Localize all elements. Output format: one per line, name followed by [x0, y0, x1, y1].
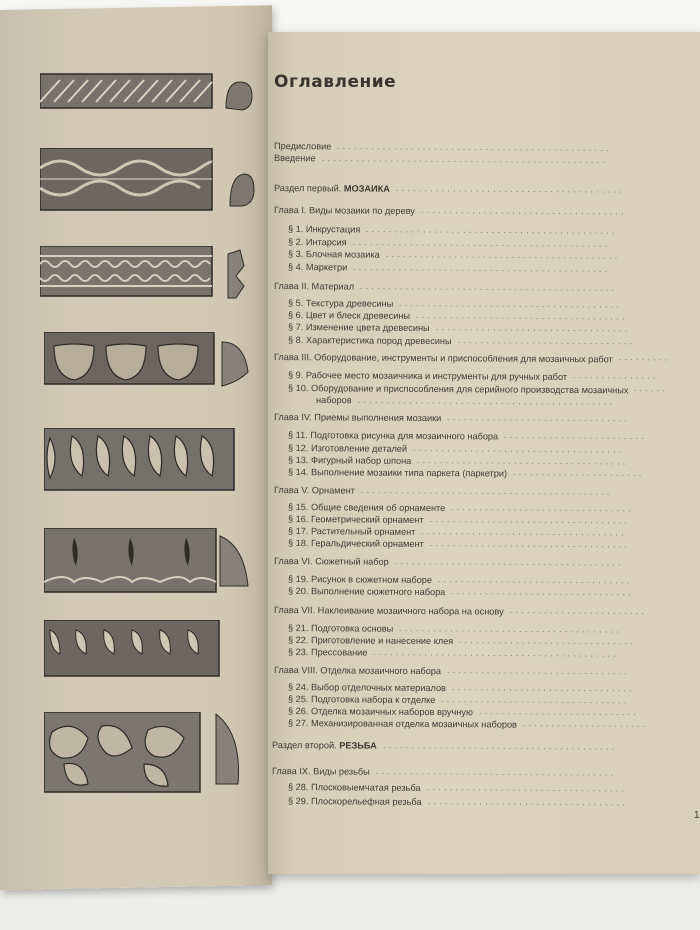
toc-entry — [274, 412, 441, 423]
toc-entry-label: Глава IX. Виды резьбы — [271, 766, 370, 777]
leader-dots: ..................................... — [415, 311, 628, 322]
toc-entry-label: Глава VII. Наклеивание мозаичного набора на основу — [273, 605, 504, 617]
toc-entry-label: § 11. Подготовка рисунка для мозаичного набора — [287, 430, 499, 442]
toc-entry — [288, 538, 424, 549]
toc-entry — [288, 647, 367, 658]
toc-entry — [288, 298, 393, 309]
toc-entry-label: § 4. Маркетри — [287, 262, 348, 273]
toc-entry-label: § 13. Фигурный набор шпона — [287, 455, 412, 466]
ornament-stripes-icon — [40, 246, 255, 308]
leader-dots: ........................ — [509, 606, 648, 616]
ornament-egg-dart-icon — [44, 332, 254, 392]
leader-dots: ................................ — [450, 587, 635, 598]
toc-entry-label: § 26. Отделка мозаичных наборов вручную — [287, 706, 473, 718]
section-prefix: Раздел второй. — [271, 740, 340, 751]
toc-entry-label: § 17. Растительный орнамент — [287, 526, 416, 537]
leader-dots: ............................................ — [360, 486, 613, 497]
leader-dots: .................................. — [435, 323, 631, 334]
toc-entry-label: Глава I. Виды мозаики по дереву — [273, 205, 415, 216]
leader-dots: ..................................... — [412, 444, 625, 455]
leader-dots: .................................... — [420, 527, 628, 538]
leader-dots: ................................................ — [336, 142, 612, 153]
leader-dots: ......................................... — [382, 741, 618, 752]
toc-entry — [288, 586, 445, 597]
toc-entry — [274, 183, 390, 194]
ornament-vine-icon — [44, 712, 254, 797]
leader-dots: ............................... — [457, 336, 636, 347]
toc-entry — [288, 322, 430, 333]
ornament-rope-icon — [40, 72, 255, 122]
leader-dots: ...................... — [522, 719, 649, 729]
page-marker: 1 — [694, 810, 700, 821]
toc-entry — [288, 706, 473, 717]
toc-entry-label: § 5. Текстура древесины — [287, 298, 394, 309]
leader-dots: ................................ — [451, 683, 636, 694]
leader-dots: .................................. — [437, 575, 633, 586]
leader-dots: ............................................ — [365, 225, 618, 236]
toc-entry-label: § 16. Геометрический орнамент — [287, 514, 424, 525]
toc-entry — [288, 782, 421, 793]
toc-entry — [274, 605, 504, 617]
toc-entry — [288, 718, 517, 730]
toc-entry — [272, 740, 377, 751]
toc-entry-label: § 21. Подготовка основы — [287, 623, 394, 634]
leader-dots: ................................... — [429, 539, 631, 550]
leader-dots: ................................ — [450, 503, 635, 514]
toc-entry-label: § 8. Характеристика пород древесины — [287, 335, 452, 347]
section-prefix: Раздел первый. — [273, 183, 344, 194]
toc-entry — [288, 467, 507, 479]
toc-entry — [288, 455, 411, 466]
leader-dots: ........................................ — [395, 184, 625, 195]
toc-entry-label: § 29. Плоскорельефная резьба — [287, 796, 422, 807]
toc-entry — [274, 485, 355, 496]
leader-dots: .......................................... — [375, 767, 617, 778]
toc-entry — [288, 526, 415, 537]
leader-dots: .................................................. — [321, 154, 609, 165]
toc-entry-label: Глава IV. Приемы выполнения мозаики — [273, 412, 442, 424]
toc-entry-label: РЕЗЬБА — [339, 740, 377, 751]
toc-entry-label: § 6. Цвет и блеск древесины — [287, 310, 411, 321]
toc-entry-label: Глава II. Материал — [273, 281, 355, 292]
leader-dots: ................................... — [426, 783, 628, 794]
leader-dots: ................................ — [446, 413, 631, 424]
leader-dots: ......... — [618, 353, 671, 363]
leader-dots: ......................................... — [385, 250, 621, 261]
toc-entry — [274, 665, 441, 676]
toc-entry — [288, 796, 422, 807]
toc-entry — [272, 766, 370, 777]
leader-dots: ............................................. — [359, 282, 618, 293]
toc-entry-label: § 9. Рабочее место мозаичника и инструменты для ручных работ — [287, 370, 568, 382]
toc-entry — [288, 335, 452, 346]
ornament-bellflower-icon — [44, 620, 254, 682]
toc-entry — [288, 635, 453, 646]
toc-entry-label: § 7. Изменение цвета древесины — [287, 322, 430, 333]
toc-entry — [288, 224, 360, 235]
toc-entry — [274, 153, 316, 163]
toc-entry — [274, 205, 415, 216]
leader-dots: ....................... — [512, 468, 645, 478]
leader-dots: ........................................ — [394, 557, 624, 568]
toc-entry-label: § 23. Прессование — [287, 647, 368, 658]
toc-entry — [274, 556, 389, 567]
toc-entry-label: Предисловие — [273, 141, 332, 152]
leader-dots: ............................ — [478, 707, 640, 718]
toc-entry — [288, 682, 446, 693]
toc-entry-label: § 24. Выбор отделочных материалов — [287, 682, 446, 694]
toc-entry-label: § 27. Механизированная отделка мозаичных наборов — [287, 718, 517, 730]
toc-entry — [288, 310, 410, 321]
toc-entry-label: Введение — [273, 153, 316, 164]
leader-dots: ............................................. — [357, 396, 616, 407]
leader-dots: ....................................... — [398, 299, 623, 310]
leader-dots: .................................... — [420, 206, 628, 217]
toc-entry-label: МОЗАИКА — [343, 183, 390, 194]
toc-entry-label: § 20. Выполнение сюжетного набора — [287, 586, 446, 598]
toc-entry — [274, 141, 331, 151]
leader-dots: ........................................... — [372, 648, 620, 659]
leader-dots: ................................... — [427, 797, 629, 808]
toc-entry — [288, 237, 347, 247]
toc-entry-label: Глава V. Орнамент — [273, 485, 355, 496]
toc-entry-label: § 25. Подготовка набора к отделке — [287, 694, 436, 706]
toc-entry-label: § 14. Выполнение мозаики типа паркета (паркетри) — [287, 467, 508, 479]
leader-dots: ....................................... — [398, 624, 623, 635]
toc-entry-label: § 18. Геральдический орнамент — [287, 538, 424, 549]
toc-entry — [288, 262, 347, 272]
toc-entry-label: Глава III. Оборудование, инструменты и приспособления для мозаичных работ — [273, 352, 613, 365]
toc-entry-label: наборов — [315, 395, 352, 406]
toc-entry — [288, 574, 432, 585]
leader-dots: ............................... — [458, 636, 637, 647]
leader-dots: ................................ — [446, 666, 631, 677]
toc-entry-label: § 3. Блочная мозаика — [287, 249, 380, 260]
page-title: Оглавление — [274, 72, 397, 92]
toc-entry — [288, 249, 380, 260]
ornament-braid-icon — [40, 148, 255, 218]
toc-entry — [288, 443, 407, 454]
toc-entry-label: § 12. Изготовление деталей — [287, 443, 408, 454]
ornament-acanthus-icon — [44, 528, 254, 600]
leader-dots: ................................... — [429, 515, 631, 526]
leader-dots: ...... — [633, 384, 669, 394]
leader-dots: ............................................. — [352, 238, 611, 249]
toc-entry-label: § 1. Инкрустация — [287, 224, 361, 235]
toc-entry-label: Глава VIII. Отделка мозаичного набора — [273, 665, 442, 677]
leader-dots: ..................................... — [416, 456, 629, 467]
toc-entry-label: § 22. Приготовление и нанесение клея — [287, 635, 454, 647]
toc-entry-label: Глава VI. Сюжетный набор — [273, 556, 389, 567]
leader-dots: ............... — [572, 371, 659, 381]
toc-entry — [288, 430, 498, 441]
toc-entry — [316, 395, 352, 405]
toc-entry — [274, 281, 354, 292]
toc-entry-label: § 15. Общие сведения об орнаменте — [287, 502, 446, 514]
toc-entry — [288, 502, 445, 513]
toc-entry — [288, 514, 424, 525]
toc-entry-label: § 19. Рисунок в сюжетном наборе — [287, 574, 433, 586]
toc-entry-label: § 28. Плосковыемчатая резьба — [287, 782, 421, 793]
toc-entry-label: § 2. Интарсия — [287, 237, 347, 248]
leader-dots: ......................... — [503, 431, 648, 441]
ornament-leaf-band-icon — [44, 428, 249, 498]
toc-entry — [288, 623, 393, 634]
toc-entry — [288, 694, 435, 705]
toc-entry — [288, 370, 567, 382]
toc-entry-label: § 10. Оборудование и приспособления для серийного производства мозаичных — [287, 383, 629, 396]
leader-dots: ............................................. — [352, 263, 611, 274]
leader-dots: ................................. — [440, 695, 630, 706]
